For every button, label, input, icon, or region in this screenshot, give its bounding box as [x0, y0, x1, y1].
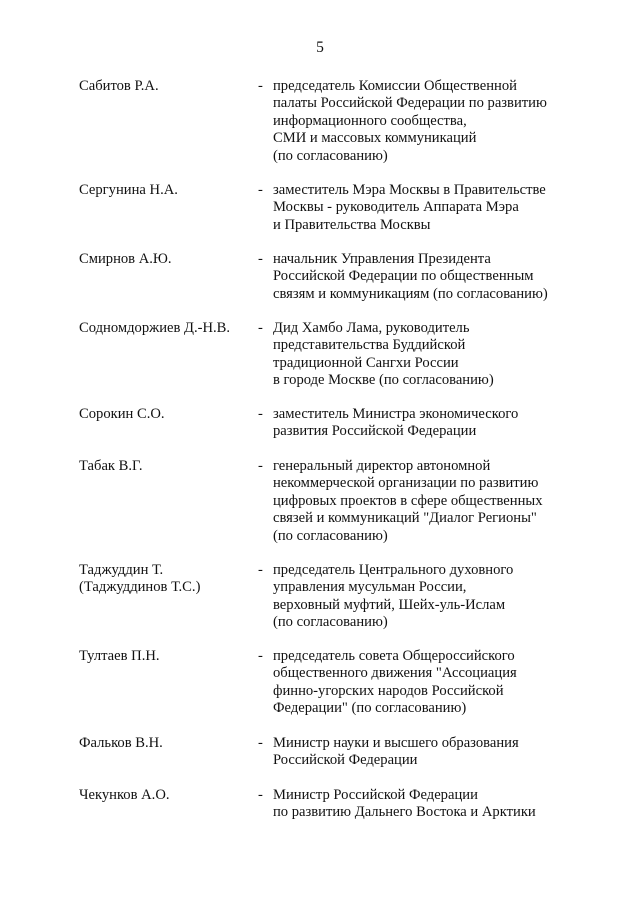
member-position: Дид Хамбо Лама, руководитель представительства Буддийской традиционной Сангхи России в городе Москве (по согласованию) [273, 320, 494, 389]
separator-dash: - [258, 182, 263, 198]
member-name: Тултаев П.Н. [79, 648, 160, 664]
member-position: председатель совета Общероссийского общественного движения "Ассоциация финно-угорских народов Российской Федерации" (по согласованию) [273, 648, 517, 717]
member-position: Министр Российской Федерации по развитию Дальнего Востока и Арктики [273, 787, 536, 821]
member-position: председатель Комиссии Общественной палаты Российской Федерации по развитию информационного сообщества, СМИ и массовых коммуникаций (по согласованию) [273, 78, 547, 164]
member-name: Содномдоржиев Д.-Н.В. [79, 320, 231, 336]
separator-dash: - [258, 458, 263, 474]
separator-dash: - [258, 735, 263, 751]
member-name: Сабитов Р.А. [79, 78, 159, 94]
member-name: Таджуддин Т. (Таджуддинов Т.С.) [79, 562, 201, 596]
separator-dash: - [258, 648, 263, 664]
separator-dash: - [258, 320, 263, 336]
member-position: председатель Центрального духовного управления мусульман России, верховный муфтий, Шейх-уль-Ислам (по согласованию) [273, 562, 514, 631]
page-number: 5 [316, 39, 324, 56]
member-position: начальник Управления Президента Российской Федерации по общественным связям и коммуникациям (по согласованию) [273, 251, 548, 302]
member-position: заместитель Мэра Москвы в Правительстве Москвы - руководитель Аппарата Мэра и Правительства Москвы [273, 182, 546, 233]
separator-dash: - [258, 406, 263, 422]
member-name: Смирнов А.Ю. [79, 251, 172, 267]
separator-dash: - [258, 787, 263, 803]
member-name: Сергунина Н.А. [79, 182, 178, 198]
separator-dash: - [258, 251, 263, 267]
member-name: Фальков В.Н. [79, 735, 163, 751]
separator-dash: - [258, 78, 263, 94]
member-position: генеральный директор автономной некоммерческой организации по развитию цифровых проектов в сфере общественных связей и коммуникаций "Диалог Регионы" (по согласованию) [273, 458, 543, 544]
member-name: Сорокин С.О. [79, 406, 165, 422]
member-name: Табак В.Г. [79, 458, 143, 474]
separator-dash: - [258, 562, 263, 578]
member-position: Министр науки и высшего образования Российской Федерации [273, 735, 519, 769]
member-name: Чекунков А.О. [79, 787, 170, 803]
member-position: заместитель Министра экономического развития Российской Федерации [273, 406, 519, 440]
